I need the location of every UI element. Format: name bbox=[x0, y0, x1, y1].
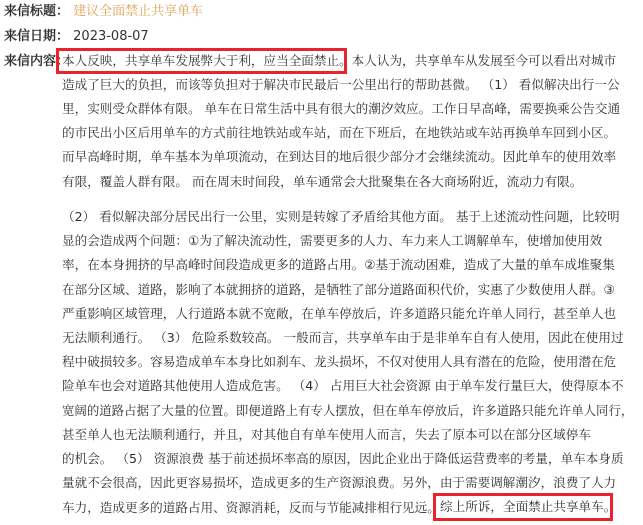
content-label: 来信内容： bbox=[4, 54, 70, 69]
content-line: 严重影响区域管理，人行道路本就不宽敞，在单车停放后，许多道路只能允许单人同行，甚至单人也 bbox=[62, 306, 617, 321]
subject-row bbox=[4, 2, 203, 22]
content-line: 造成了巨大的负担，而该等负担对于解决市民最后一公里出行的帮助甚微。 （1） 看似解决出行一公 bbox=[62, 77, 620, 92]
content-label-row bbox=[4, 52, 69, 72]
content-line: 而早高峰时期，单车基本为单项流动，在到达目的地后很少部分才会继续流动。因此单车的使用效率 bbox=[62, 149, 617, 164]
closing-statement: 综上所诉，全面禁止共享单车。 bbox=[440, 499, 617, 514]
content-line: 甚至单人也无法顺利通行，并且，对其他自有单车使用人而言，失去了原本可以在部分区域停车 bbox=[62, 427, 591, 442]
content-line: 险单车也会对道路其他使用人造成危害。 （4） 占用巨大社会资源 由于单车发行量巨大，使得原本不 bbox=[62, 378, 624, 393]
subject-value: 建议全面禁止共享单车 bbox=[73, 4, 204, 19]
content-line: 显的会造成两个问题：①为了解决流动性，需要更多的人力、车力来人工调解单车，使增加使用效 bbox=[62, 233, 603, 248]
content-line: 程中破损较多。容易造成单车本身比如刹车、龙头损坏，不仅对使用人具有潜在的危险，使用潜在危 bbox=[62, 354, 617, 369]
content-line: 车力，造成更多的道路占用、资源消耗，反而与节能减排相行见远。 bbox=[62, 500, 440, 515]
content-line: 在部分区域、道路，影响了本就拥挤的道路，是牺牲了部分道路面积代价，实惠了少数使用人群。③ bbox=[62, 282, 615, 297]
subject-label: 来信标题： bbox=[4, 4, 70, 19]
date-value: 2023-08-07 bbox=[73, 29, 149, 44]
content-line: 无法顺利通行。 （3） 危险系数较高。 一般而言，共享单车由于是非单车自有人使用，因此在使用过 bbox=[62, 330, 624, 345]
content-line: 率，在本身拥挤的早高峰时间段造成更多的道路占用。②基于流动困难，造成了大量的单车成堆聚集 bbox=[62, 257, 615, 272]
content-line: 里，实则受众群体有限。 单车在日常生活中具有很大的潮汐效应。工作日早高峰，需要换乘公告交通 bbox=[62, 101, 621, 116]
date-row bbox=[4, 27, 149, 47]
content-line: 有限，覆盖人群有限。 而在周末时间段，单车通常会大批聚集在各大商场附近，流动力有限。 bbox=[62, 174, 583, 189]
content-line: 本人反映，共享单车发展弊大于利，应当全面禁止。本人认为，共享单车从发展至今可以看出对城市 bbox=[62, 53, 617, 68]
content-line: 的机会。 （5） 资源浪费 基于前述损坏率高的原因，因此企业出于降低运营费率的考量，单车本身质 bbox=[62, 451, 624, 466]
content-line: 的市民出小区后用单车的方式前往地铁站或车站，而在下班后，在地铁站或车站再换单车回到小区。 bbox=[62, 125, 617, 140]
content-line: （2） 看似解决部分居民出行一公里，实则是转嫁了矛盾给其他方面。 基于上述流动性问题，比较明 bbox=[62, 209, 620, 224]
content-line: 宽阔的道路占据了大量的位置。即便道路上有专人摆放，但在单车停放后，许多道路只能允许单人同行， bbox=[62, 403, 634, 418]
content-line: 量就不会很高，因此更容易损坏，造成更多的生产资源浪费。另外，由于需要调解潮汐，浪费了人力 bbox=[62, 475, 617, 490]
date-label: 来信日期： bbox=[4, 29, 70, 44]
